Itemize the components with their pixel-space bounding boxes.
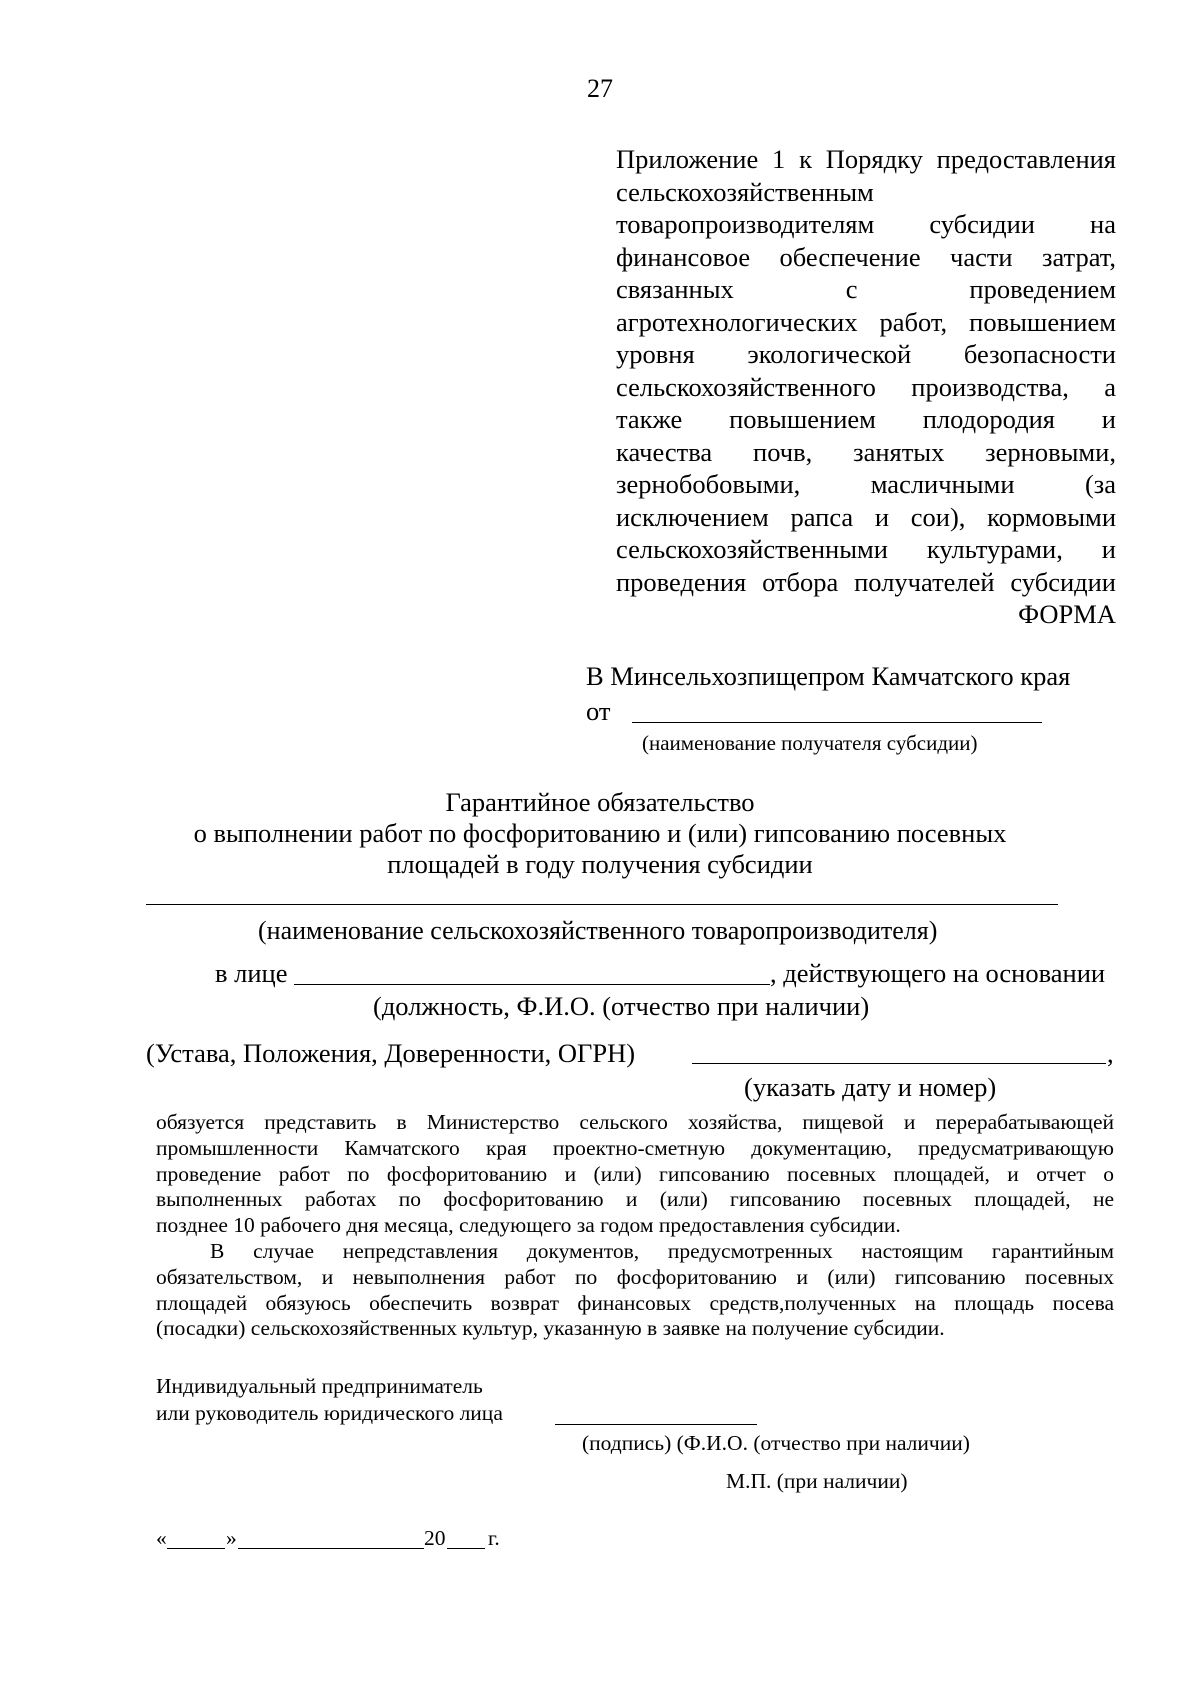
- date-month-blank[interactable]: [238, 1548, 424, 1549]
- annex-line: также повышением плодородия и: [616, 404, 1116, 434]
- annex-line: агротехнологических работ, повышением: [616, 306, 1116, 337]
- body-line: обязуется представить в Министерство сельского хозяйства, пищевой и перерабатывающей: [156, 1110, 1114, 1134]
- obligation-text: [156, 1110, 1114, 1342]
- body-line: обязательством, и невыполнения работ по фосфоритованию и (или) гипсованию посевных: [156, 1264, 1114, 1289]
- annex-line: сельскохозяйственным: [616, 176, 874, 207]
- annex-line: проведения отбора получателей субсидии: [616, 566, 1116, 597]
- annex-line: качества почв, занятых зерновыми,: [616, 436, 1116, 467]
- from-label: от: [586, 696, 611, 726]
- body-line: промышленности Камчатского края проектно-сметную документацию, предусматривающую: [156, 1135, 1114, 1160]
- annex-header: [616, 143, 1116, 631]
- annex-line: уровня экологической безопасности: [616, 339, 1116, 369]
- acting-basis-label: , действующего на основании: [770, 958, 1106, 988]
- title-line-3: площадей в году получения субсидии: [387, 849, 813, 879]
- from-hint: (наименование получателя субсидии): [642, 731, 978, 755]
- body-line: позднее 10 рабочего дня месяца, следующего за годом предоставления субсидии.: [156, 1213, 901, 1238]
- body-line: проведение работ по фосфоритованию и (или) гипсованию посевных площадей, и отчет о: [156, 1161, 1114, 1186]
- basis-comma: ,: [1107, 1038, 1114, 1068]
- annex-line: связанных с проведением: [616, 274, 1116, 304]
- signatory-line-2: или руководитель юридического лица: [156, 1401, 503, 1425]
- producer-blank-line[interactable]: [146, 904, 1058, 905]
- stamp-label: М.П. (при наличии): [726, 1469, 908, 1493]
- body-line: выполненных работах по фосфоритованию и (или) гипсованию посевных площадей, не: [156, 1187, 1114, 1212]
- basis-label: (Устава, Положения, Доверенности, ОГРН): [146, 1038, 636, 1068]
- from-blank-line[interactable]: [632, 722, 1042, 723]
- addressee: В Минсельхозпищепром Камчатского края: [586, 661, 1071, 691]
- in-person-blank-line[interactable]: [294, 984, 770, 985]
- body-line: В случае непредставления документов, предусмотренных настоящим гарантийным: [210, 1238, 1114, 1263]
- annex-line: зернобобовыми, масличными (за: [616, 469, 1116, 499]
- date-close-quote: »: [226, 1526, 237, 1550]
- basis-blank-line[interactable]: [692, 1063, 1106, 1064]
- page-number: 27: [587, 74, 613, 103]
- date-year-suffix: г.: [488, 1526, 500, 1550]
- annex-line: сельскохозяйственного производства, а: [616, 371, 1116, 402]
- annex-line: Приложение 1 к Порядку предоставления: [616, 144, 1116, 174]
- annex-line: сельскохозяйственными культурами, и: [616, 534, 1116, 564]
- in-person-label: в лице: [215, 958, 288, 988]
- date-day-blank[interactable]: [167, 1548, 225, 1549]
- position-hint: (должность, Ф.И.О. (отчество при наличии): [373, 991, 870, 1021]
- annex-line: исключением рапса и сои), кормовыми: [616, 501, 1116, 532]
- body-line: площадей обязуюсь обеспечить возврат финансовых средств,полученных на площадь посева: [156, 1290, 1114, 1315]
- signatory-line-1: Индивидуальный предприниматель: [156, 1374, 483, 1398]
- date-year-prefix: 20: [424, 1526, 446, 1550]
- producer-hint: (наименование сельскохозяйственного товаропроизводителя): [258, 916, 938, 945]
- date-year-blank[interactable]: [447, 1548, 485, 1549]
- annex-line: финансовое обеспечение части затрат,: [616, 241, 1116, 272]
- signature-hint: (подпись) (Ф.И.О. (отчество при наличии): [582, 1431, 970, 1455]
- date-open-quote: «: [156, 1526, 167, 1550]
- title-line-1: Гарантийное обязательство: [445, 787, 755, 817]
- annex-line: товаропроизводителям субсидии на: [616, 209, 1116, 239]
- body-line: (посадки) сельскохозяйственных культур, указанную в заявке на получение субсидии.: [156, 1316, 945, 1341]
- form-label: ФОРМА: [1018, 599, 1116, 629]
- signature-blank-line[interactable]: [555, 1424, 757, 1425]
- title-line-2: о выполнении работ по фосфоритованию и (или) гипсованию посевных: [193, 818, 1007, 848]
- date-number-hint: (указать дату и номер): [744, 1072, 997, 1102]
